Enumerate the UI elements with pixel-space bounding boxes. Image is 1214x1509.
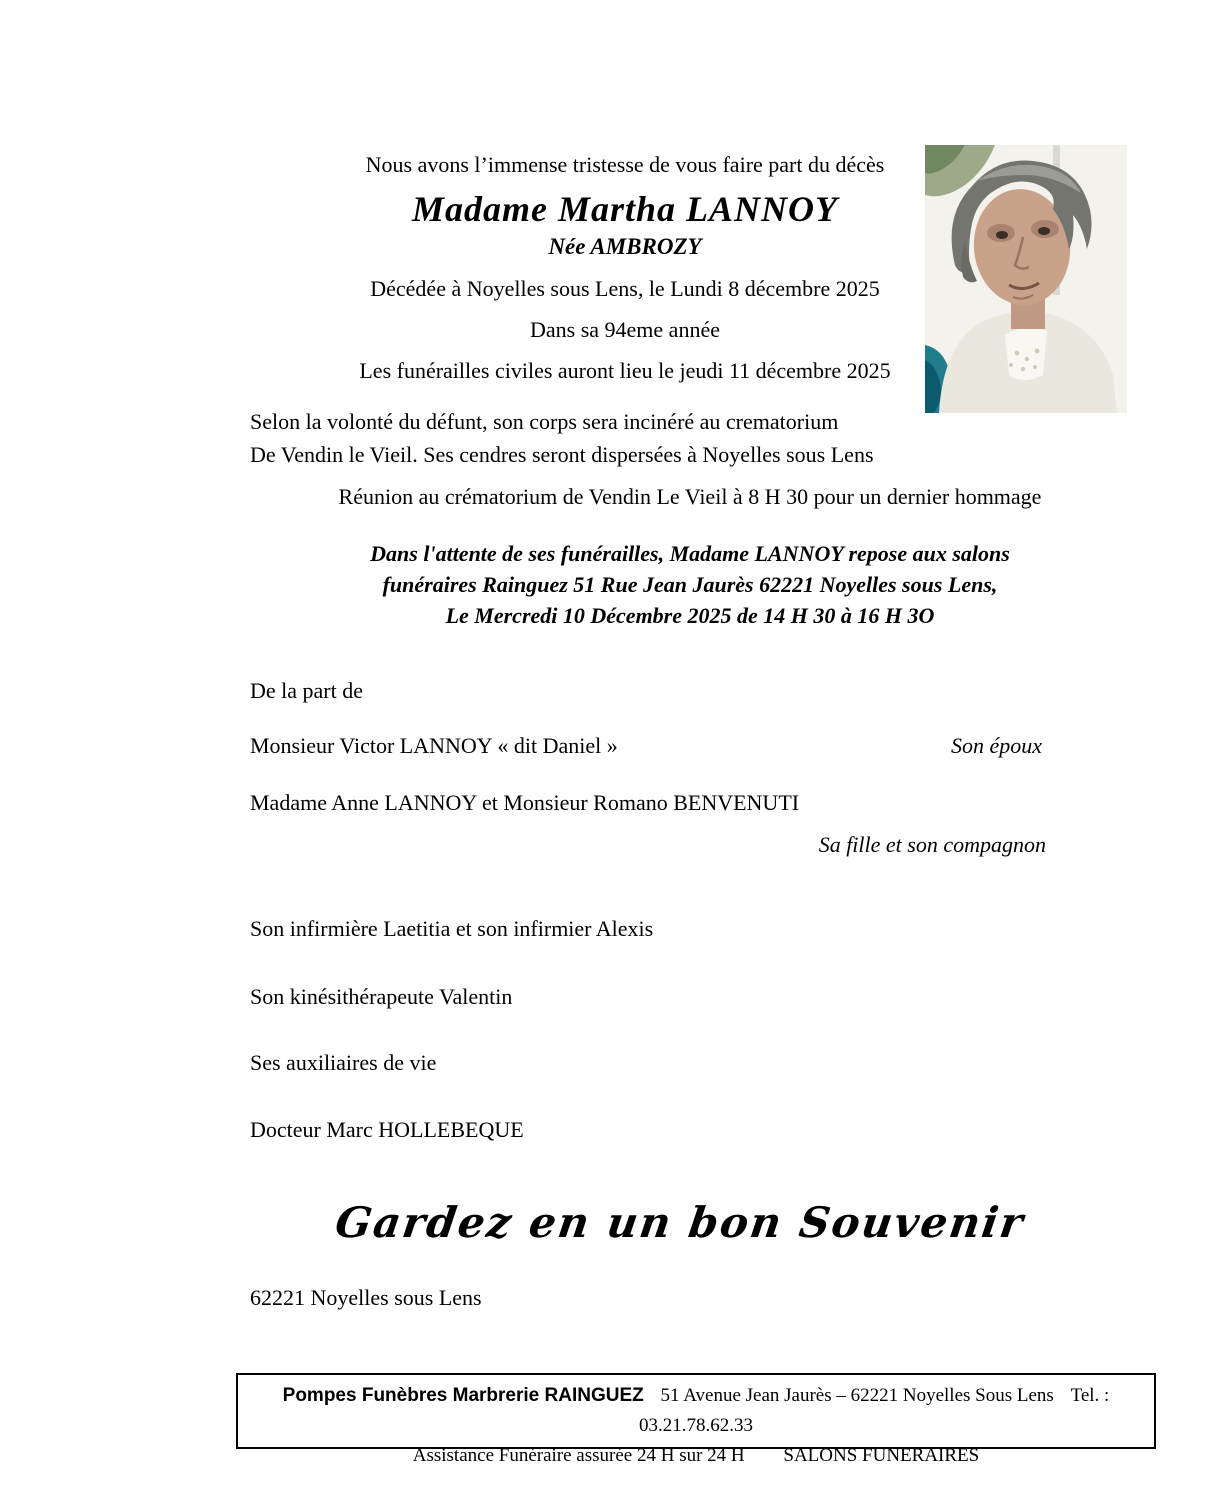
from-label: De la part de <box>250 678 363 703</box>
deceased-photo <box>925 145 1127 413</box>
caregiver-line: Ses auxiliaires de vie <box>250 1050 437 1075</box>
funeral-home-name: Pompes Funèbres Marbrerie RAINGUEZ <box>282 1385 644 1406</box>
family-member-name: Madame Anne LANNOY et Monsieur Romano BENVENUTI <box>250 790 800 815</box>
family-member-relation: Sa fille et son compagnon <box>818 832 1046 857</box>
reunion-line: Réunion au crématorium de Vendin Le Vieil à 8 H 30 pour un dernier hommage <box>338 484 1042 509</box>
wish-line-1: Selon la volonté du défunt, son corps sera incinéré au crematorium <box>250 409 839 434</box>
repose-block <box>250 538 1130 631</box>
footer-assistance: Assistance Funéraire assurée 24 H sur 24 H <box>412 1445 745 1466</box>
footer-salons: SALONS FUNERAIRES <box>783 1445 980 1466</box>
funeral-home-address: 51 Avenue Jean Jaurès – 62221 Noyelles Sous Lens <box>660 1385 1054 1406</box>
closing-sentiment: Gardez en un bon Souvenir <box>332 1198 1028 1247</box>
city-line: 62221 Noyelles sous Lens <box>250 1285 482 1310</box>
family-row-husband <box>250 729 1042 762</box>
funeral-home-phone: Tel. : 03.21.78.62.33 <box>639 1385 1110 1436</box>
repose-line-1: Dans l'attente de ses funérailles, Madame LANNOY repose aux salons <box>370 541 1010 566</box>
death-date-line: Décédée à Noyelles sous Lens, le Lundi 8 décembre 2025 <box>370 276 880 301</box>
deceased-name: Madame Martha LANNOY <box>411 189 839 229</box>
wish-line-2: De Vendin le Vieil. Ses cendres seront dispersées à Noyelles sous Lens <box>250 442 874 467</box>
footer-line-1 <box>238 1381 1154 1441</box>
family-member-relation: Son époux <box>950 733 1042 758</box>
repose-line-2: funéraires Rainguez 51 Rue Jean Jaurès 62221 Noyelles sous Lens, <box>382 572 998 597</box>
maiden-name: Née AMBROZY <box>548 234 702 259</box>
caregiver-line: Docteur Marc HOLLEBEQUE <box>250 1117 524 1142</box>
caregiver-line: Son infirmière Laetitia et son infirmier Alexis <box>250 916 654 941</box>
funeral-date-line: Les funérailles civiles auront lieu le jeudi 11 décembre 2025 <box>359 358 891 383</box>
age-line: Dans sa 94eme année <box>530 317 720 342</box>
caregiver-line: Son kinésithérapeute Valentin <box>250 984 513 1009</box>
intro-line: Nous avons l’immense tristesse de vous faire part du décès <box>365 152 885 177</box>
portrait-photo-illustration <box>925 145 1127 413</box>
repose-line-3: Le Mercredi 10 Décembre 2025 de 14 H 30 à 16 H 3O <box>445 603 935 628</box>
funeral-home-footer <box>236 1373 1156 1466</box>
family-member-name: Monsieur Victor LANNOY « dit Daniel » <box>250 733 618 758</box>
footer-line-2 <box>238 1441 1154 1471</box>
